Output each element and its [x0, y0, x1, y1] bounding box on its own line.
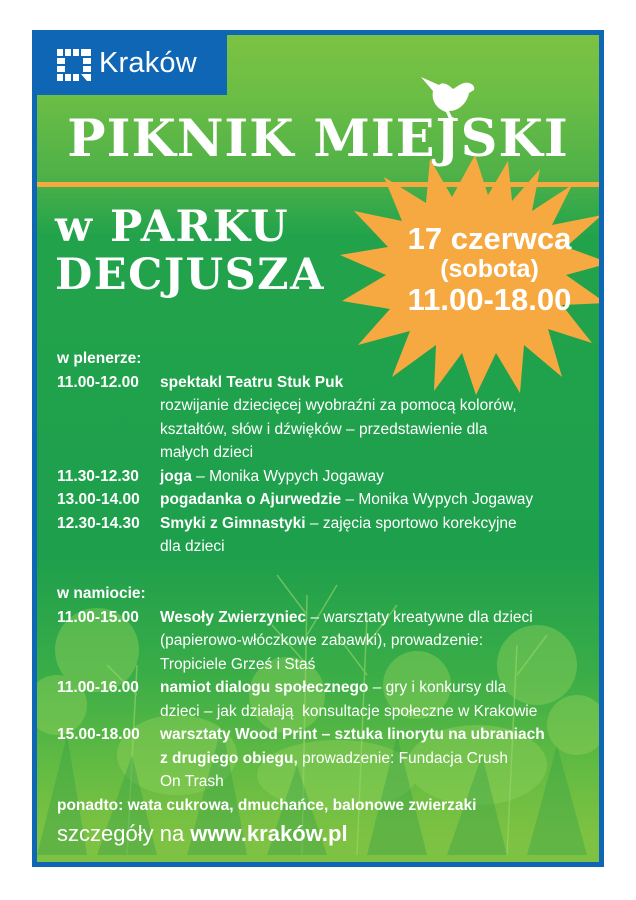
schedule-row [57, 371, 589, 465]
schedule [57, 347, 589, 817]
schedule-desc [160, 465, 589, 489]
activity-detail: – Monika Wypych Jogaway [191, 467, 384, 485]
activity-name: pogadanka o Ajurwedzie [160, 491, 342, 508]
event-date-block [377, 223, 599, 317]
schedule-desc [160, 371, 589, 465]
schedule-row [57, 723, 589, 794]
subtitle-line-1: w PARKU [55, 202, 290, 252]
krakow-city-mark-icon [57, 49, 91, 81]
activity-name: namiot dialogu społecznego [160, 679, 369, 696]
activity-detail: prowadzenie: Fundacja Crush [297, 749, 509, 767]
activity-detail: dzieci – jak działają konsultacje społeczne w Krakowie [160, 702, 538, 720]
schedule-desc [160, 606, 589, 677]
activity-detail: – warsztaty kreatywne dla dzieci [306, 608, 533, 626]
schedule-desc [160, 723, 589, 794]
activity-detail: kształtów, słów i dźwięków – przedstawienie dla [160, 420, 488, 438]
activity-detail: – gry i konkursy dla [368, 679, 507, 696]
activity-name: spektakl Teatru Stuk Puk [160, 373, 344, 391]
krakow-logo[interactable] [37, 35, 227, 95]
poster-subtitle [55, 203, 325, 299]
schedule-desc [160, 512, 589, 559]
activity-name: joga [160, 467, 192, 485]
activity-name-cont: z drugiego obiegu, [160, 749, 298, 767]
subtitle-line-2: DECJUSZA [55, 250, 325, 300]
section-title-outdoor: w plenerze: [57, 350, 142, 367]
schedule-desc [160, 488, 589, 512]
activity-name: warsztaty Wood Print – sztuka linorytu na ubraniach [160, 726, 545, 743]
activity-detail: – Monika Wypych Jogaway [341, 491, 534, 508]
poster-panel [37, 35, 599, 862]
footer-prefix: szczegóły na [57, 821, 191, 846]
activity-detail: – zajęcia sportowo korekcyjne [305, 514, 517, 532]
schedule-row [57, 676, 589, 723]
schedule-row [57, 606, 589, 677]
schedule-row [57, 488, 589, 512]
activity-detail: On Trash [160, 773, 224, 790]
schedule-row [57, 465, 589, 489]
schedule-time: 11.00-12.00 [57, 373, 139, 391]
section-title-tent: w namiocie: [57, 585, 146, 602]
extras-note: ponadto: wata cukrowa, dmuchańce, balonowe zwierzaki [57, 796, 477, 814]
activity-name: Wesoły Zwierzyniec [160, 608, 307, 626]
event-date: 17 czerwca [407, 221, 572, 256]
schedule-time: 11.30-12.30 [57, 467, 139, 485]
poster-frame [32, 30, 604, 867]
activity-detail: małych dzieci [160, 444, 254, 461]
logo-text: Kraków [99, 47, 197, 79]
activity-detail: Tropiciele Grześ i Staś [160, 655, 316, 673]
activity-detail: (papierowo-włóczkowe zabawki), prowadzenie: [160, 632, 484, 649]
schedule-desc [160, 676, 589, 723]
activity-detail: dla dzieci [160, 538, 225, 555]
website-link[interactable]: www.kraków.pl [190, 821, 348, 846]
schedule-time: 11.00-16.00 [57, 679, 139, 696]
schedule-time: 13.00-14.00 [57, 491, 140, 508]
schedule-time: 15.00-18.00 [57, 726, 140, 743]
schedule-time: 11.00-15.00 [57, 608, 139, 626]
poster-title: PIKNIK MIEJSKI [67, 109, 569, 169]
activity-detail: rozwijanie dziecięcej wyobraźni za pomocą kolorów, [160, 397, 517, 414]
activity-name: Smyki z Gimnastyki [160, 514, 306, 532]
event-day: (sobota) [440, 255, 539, 283]
schedule-row [57, 512, 589, 559]
schedule-time: 12.30-14.30 [57, 514, 140, 532]
event-hours: 11.00-18.00 [407, 282, 572, 317]
footer [57, 821, 348, 847]
